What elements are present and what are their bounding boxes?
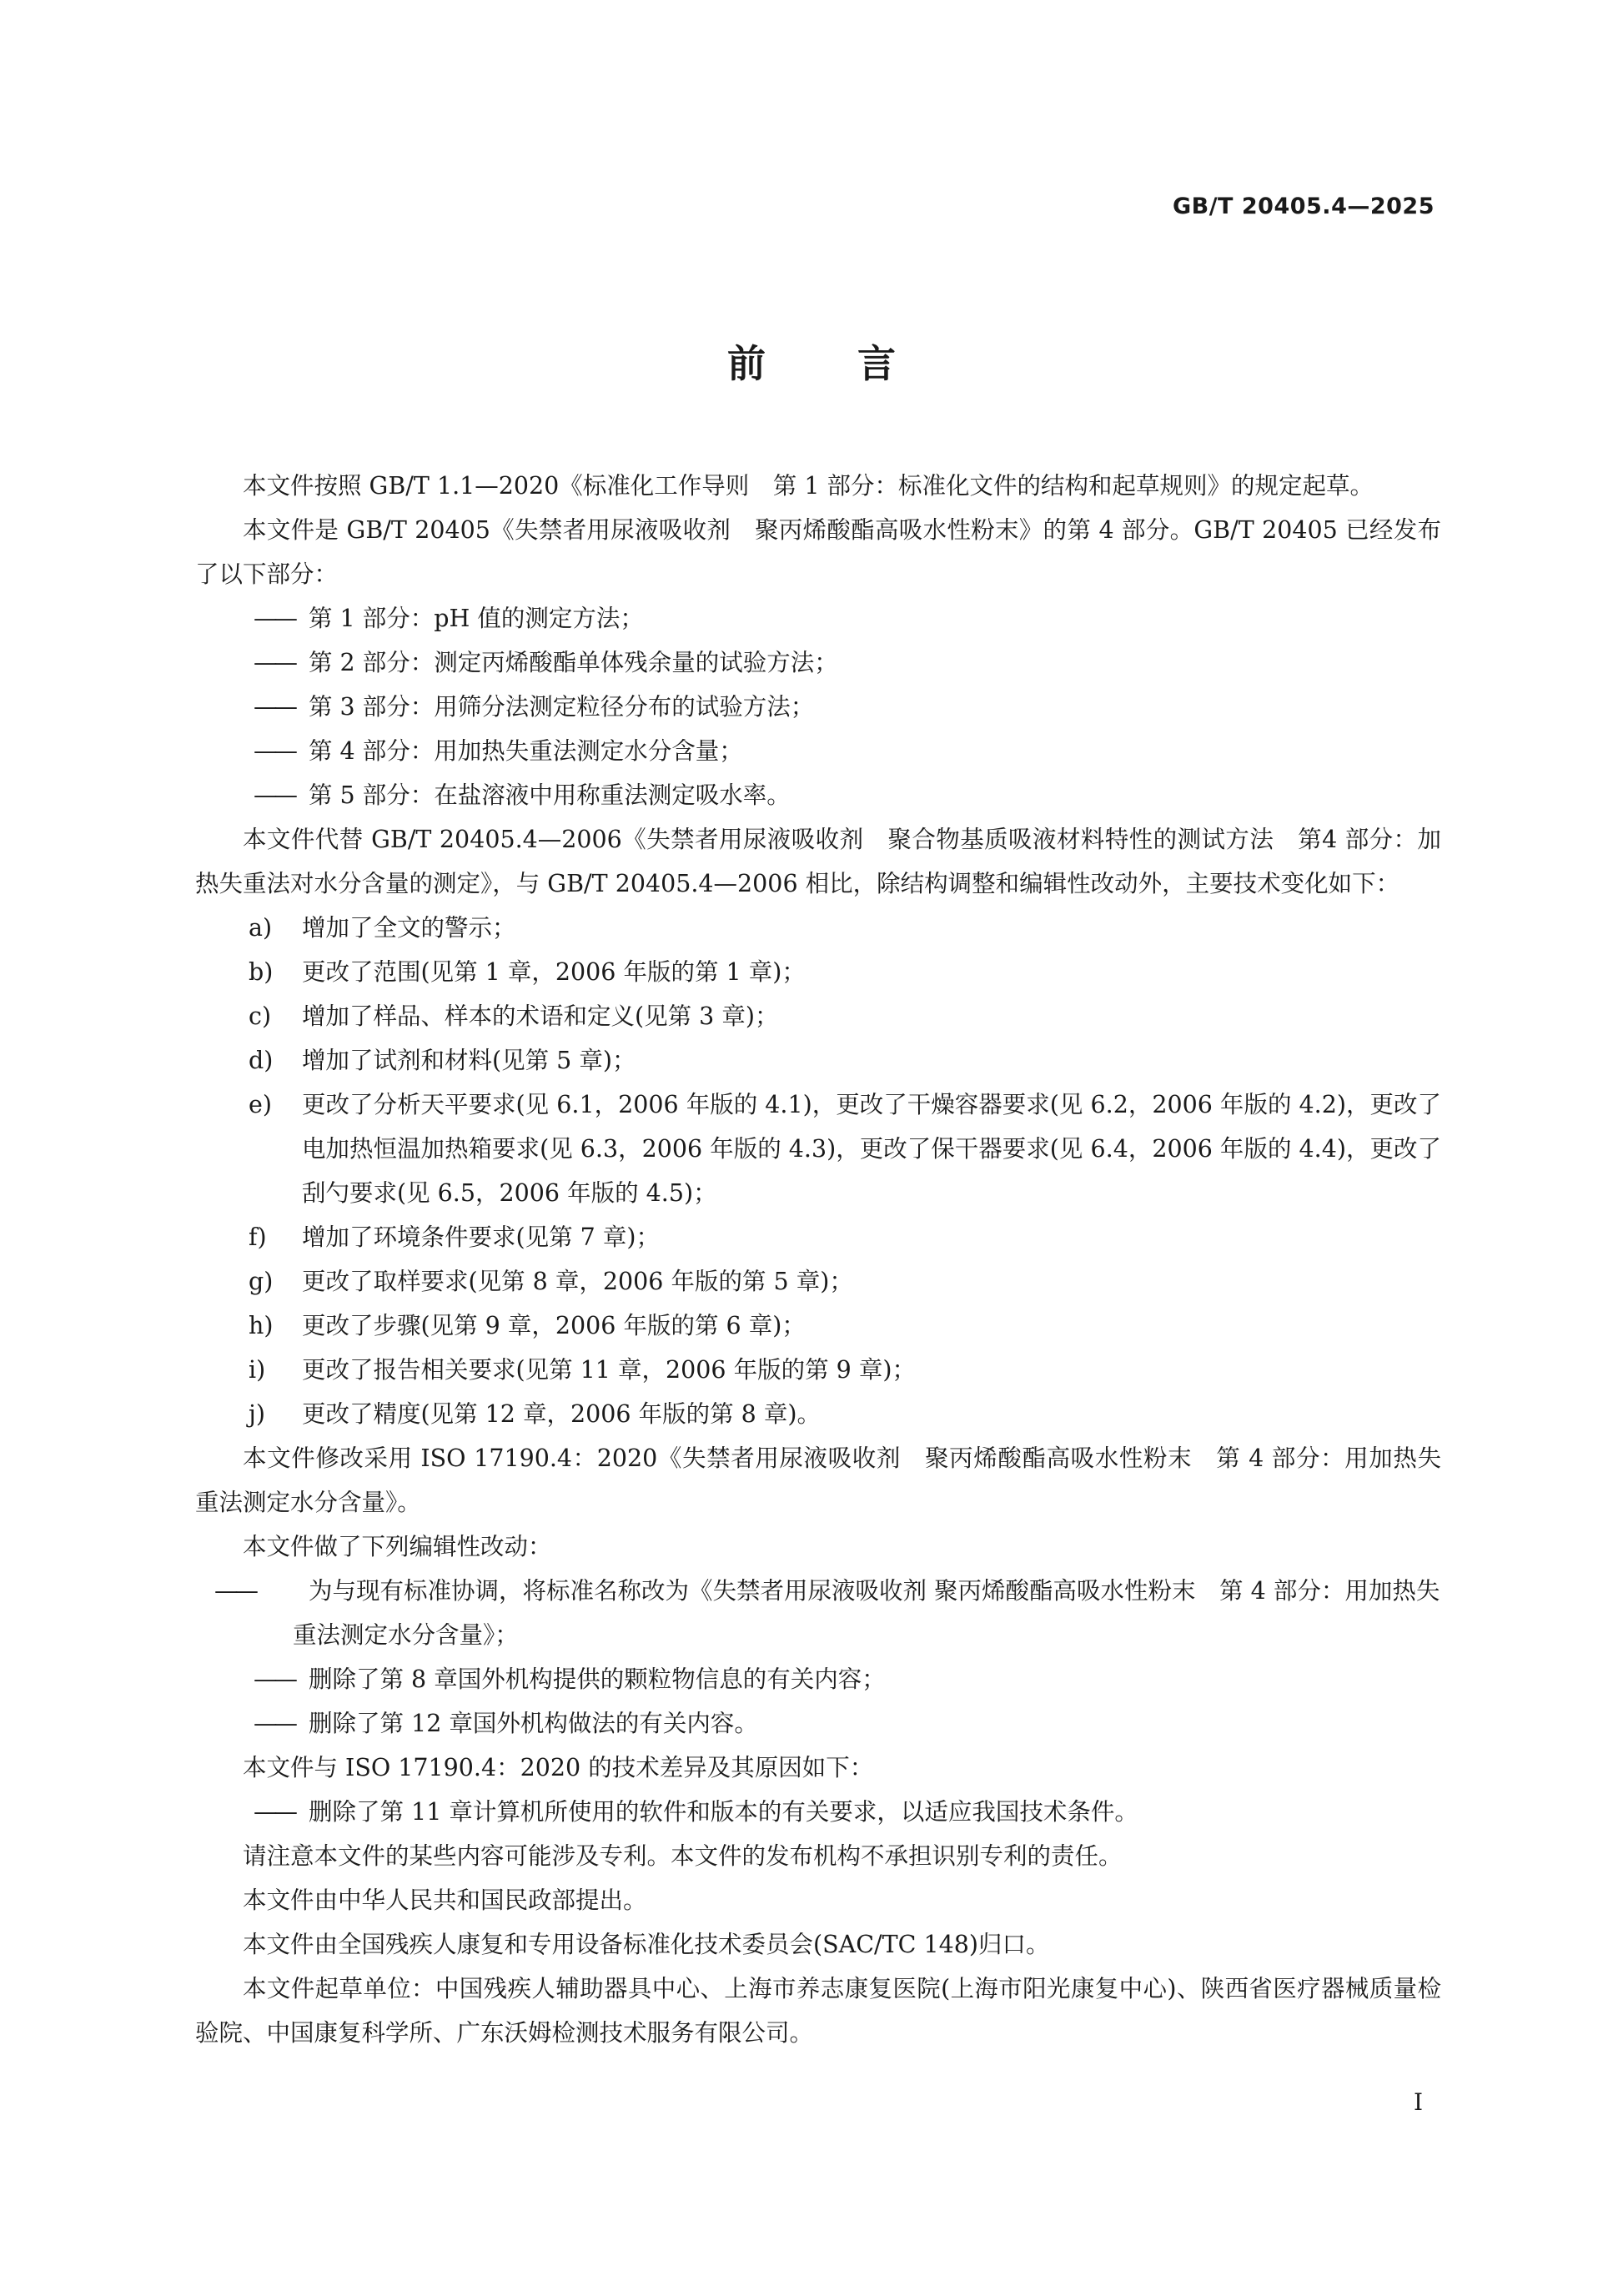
list-item: —— 删除了第 11 章计算机所使用的软件和版本的有关要求，以适应我国技术条件。 — [195, 1790, 1441, 1834]
list-item — [195, 1392, 1441, 1436]
dash-mark: —— — [254, 649, 294, 676]
list-item — [195, 1259, 1441, 1304]
item-text: 更改了分析天平要求(见 6.1，2006 年版的 4.1)，更改了干燥容器要求(见 6.2，2006 年版的 4.2)，更改了电加热恒温加热箱要求(见 6.3，2006 年版的 4.3)，更改了保干器要求(见 6.4，2006 年版的 4.4)，更改了刮勺要求(见 6.5，2006 年版的 4.5)； — [302, 1091, 1441, 1207]
paragraph-drafting-rules: 本文件按照 GB/T 1.1—2020《标准化工作导则 第 1 部分：标准化文件的结构和起草规则》的规定起草。 — [243, 472, 1374, 500]
item-text: 增加了试剂和材料(见第 5 章)； — [302, 1047, 636, 1074]
dash-mark: —— — [254, 1798, 294, 1826]
list-item: —— 第 5 部分：在盐溶液中用称重法测定吸水率。 — [195, 773, 1441, 817]
standard-code: GB/T 20405.4—2025 — [1172, 193, 1435, 219]
item-text: 增加了全文的警示； — [302, 914, 516, 942]
item-label: h) — [249, 1312, 274, 1339]
dash-mark: —— — [214, 1577, 255, 1605]
dash-mark: —— — [254, 737, 294, 765]
item-text: 更改了精度(见第 12 章，2006 年版的第 8 章)。 — [302, 1400, 821, 1428]
item-label: a) — [249, 914, 273, 942]
page-number: I — [1413, 2088, 1423, 2116]
parts-list — [195, 596, 1441, 817]
diffs-list — [195, 1790, 1441, 1834]
paragraph-diffs-intro: 本文件与 ISO 17190.4：2020 的技术差异及其原因如下： — [243, 1754, 874, 1781]
edits-list — [195, 1569, 1441, 1746]
dash-mark: —— — [254, 605, 294, 632]
item-text: 更改了取样要求(见第 8 章，2006 年版的第 5 章)； — [302, 1268, 853, 1295]
changes-list — [195, 906, 1441, 1436]
paragraph-proposer: 本文件由中华人民共和国民政部提出。 — [243, 1887, 647, 1914]
item-label: e) — [249, 1091, 272, 1118]
paragraph-edits-intro: 本文件做了下列编辑性改动： — [243, 1533, 552, 1560]
paragraph-series-intro: 本文件是 GB/T 20405《失禁者用尿液吸收剂 聚丙烯酸酯高吸水性粉末》的第 4 部分。GB/T 20405 已经发布了以下部分： — [195, 516, 1441, 588]
list-item: —— 为与现有标准协调，将标准名称改为《失禁者用尿液吸收剂 聚丙烯酸酯高吸水性粉末 第 4 部分：用加热失重法测定水分含量》； — [195, 1569, 1441, 1657]
foreword-body — [195, 464, 1441, 2055]
item-text: 增加了样品、样本的术语和定义(见第 3 章)； — [302, 1002, 779, 1030]
item-text: 更改了报告相关要求(见第 11 章，2006 年版的第 9 章)； — [302, 1356, 916, 1384]
dash-mark: —— — [254, 693, 294, 721]
paragraph-replaces: 本文件代替 GB/T 20405.4—2006《失禁者用尿液吸收剂 聚合物基质吸液材料特性的测试方法 第4 部分：加热失重法对水分含量的测定》，与 GB/T 20405.4—2006 相比，除结构调整和编辑性改动外，主要技术变化如下： — [195, 826, 1441, 897]
item-label: f) — [249, 1223, 267, 1251]
list-item — [195, 1348, 1441, 1392]
paragraph-committee: 本文件由全国残疾人康复和专用设备标准化技术委员会(SAC/TC 148)归口。 — [243, 1931, 1050, 1958]
list-item: —— 删除了第 12 章国外机构做法的有关内容。 — [195, 1701, 1441, 1746]
list-item — [195, 1038, 1441, 1083]
list-item — [195, 1215, 1441, 1259]
item-label: i) — [249, 1356, 266, 1384]
list-item: —— 第 4 部分：用加热失重法测定水分含量； — [195, 729, 1441, 773]
list-item: —— 第 2 部分：测定丙烯酸酯单体残余量的试验方法； — [195, 641, 1441, 685]
list-item: —— 删除了第 8 章国外机构提供的颗粒物信息的有关内容； — [195, 1657, 1441, 1701]
list-item: —— 第 3 部分：用筛分法测定粒径分布的试验方法； — [195, 685, 1441, 729]
paragraph-adoption: 本文件修改采用 ISO 17190.4：2020《失禁者用尿液吸收剂 聚丙烯酸酯高吸水性粉末 第 4 部分：用加热失重法测定水分含量》。 — [195, 1444, 1441, 1516]
item-text: 更改了范围(见第 1 章，2006 年版的第 1 章)； — [302, 958, 806, 986]
list-item — [195, 994, 1441, 1038]
dash-mark: —— — [254, 1665, 294, 1693]
item-label: d) — [249, 1047, 274, 1074]
list-item — [195, 1083, 1441, 1215]
item-text: 增加了环境条件要求(见第 7 章)； — [302, 1223, 660, 1251]
list-item — [195, 950, 1441, 994]
item-label: j) — [249, 1400, 265, 1428]
list-item: —— 第 1 部分：pH 值的测定方法； — [195, 596, 1441, 641]
paragraph-drafting-units: 本文件起草单位：中国残疾人辅助器具中心、上海市养志康复医院(上海市阳光康复中心)、陕西省医疗器械质量检验院、中国康复科学所、广东沃姆检测技术服务有限公司。 — [195, 1975, 1441, 2047]
list-item — [195, 1304, 1441, 1348]
item-label: c) — [249, 1002, 272, 1030]
item-text: 更改了步骤(见第 9 章，2006 年版的第 6 章)； — [302, 1312, 806, 1339]
paragraph-patent-notice: 请注意本文件的某些内容可能涉及专利。本文件的发布机构不承担识别专利的责任。 — [243, 1842, 1123, 1870]
page-title: 前言 — [727, 341, 987, 386]
list-item — [195, 906, 1441, 950]
item-label: b) — [249, 958, 274, 986]
item-label: g) — [249, 1268, 274, 1295]
dash-mark: —— — [254, 781, 294, 809]
dash-mark: —— — [254, 1710, 294, 1737]
